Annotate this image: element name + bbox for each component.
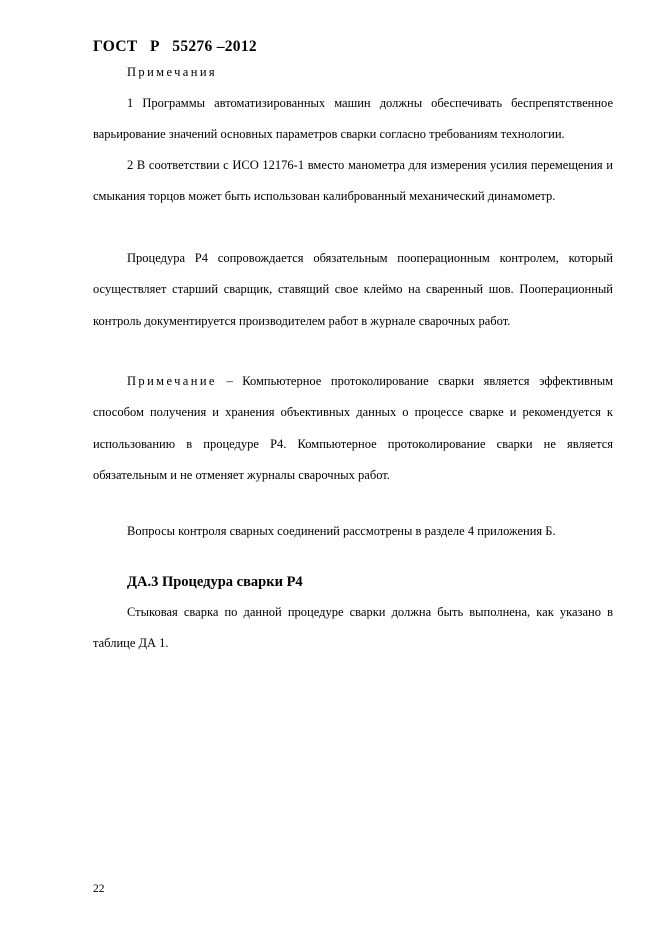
standard-header: ГОСТ Р 55276 –2012 bbox=[93, 38, 257, 55]
note-2-paragraph: 2 В соответствии с ИСО 12176-1 вместо манометра для измерения усилия перемещения и смыкания торцов может быть использован калиброванный механический динамометр. bbox=[93, 158, 613, 204]
section-title: ДА.3 Процедура сварки Р4 bbox=[127, 574, 303, 590]
procedure-paragraph: Процедура Р4 сопровождается обязательным пооперационным контролем, который осуществляет старший сварщик, ставящий свое клеймо на сваренный шов. Пооперационный контроль документируется производителем работ в журнале сварочных работ. bbox=[93, 251, 613, 328]
notes-heading: Примечания bbox=[127, 65, 218, 79]
page-number: 22 bbox=[93, 883, 105, 895]
section-paragraph: Стыковая сварка по данной процедуре сварки должна быть выполнена, как указано в таблице ДА 1. bbox=[93, 605, 613, 651]
note-label: Примечание bbox=[127, 374, 217, 388]
note-text: – Компьютерное протоколирование сварки является эффективным способом получения и хранения объективных данных о процессе сварке и рекомендуется к использованию в процедуре Р4. Компьютерное протоколирование сварки не является обязательным и не отменяет журналы сварочных работ. bbox=[93, 374, 613, 482]
note-paragraph bbox=[93, 366, 613, 491]
control-paragraph: Вопросы контроля сварных соединений рассмотрены в разделе 4 приложения Б. bbox=[127, 524, 556, 538]
note-1-paragraph: 1 Программы автоматизированных машин должны обеспечивать беспрепятственное варьирование значений основных параметров сварки согласно требованиям технологии. bbox=[93, 96, 613, 142]
